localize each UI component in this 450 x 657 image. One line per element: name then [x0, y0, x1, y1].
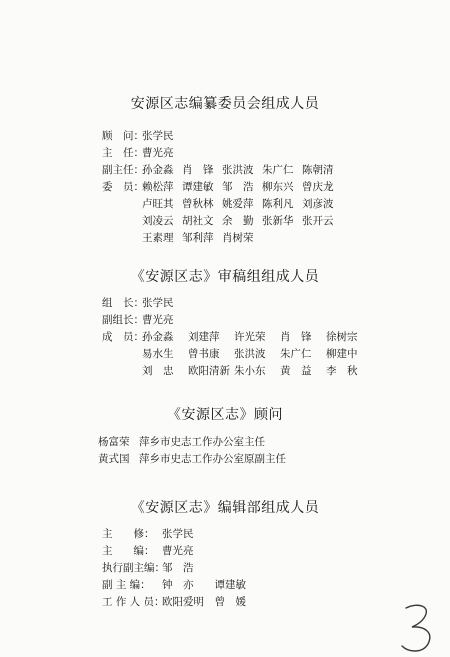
adviser-item-name: 黄式国	[98, 453, 130, 465]
name: 朱广仁	[262, 164, 294, 176]
members-row-2	[142, 196, 342, 211]
adviser-label: 顾 问：	[102, 130, 144, 142]
name: 王素理	[142, 232, 174, 244]
name: 朱广仁	[280, 348, 312, 360]
editorial-label: 工 作 人 员：	[102, 596, 165, 608]
section-title-committee: 安源区志编纂委员会组成人员	[130, 96, 320, 112]
members-row-4	[142, 230, 262, 245]
name: 柳东兴	[262, 181, 294, 193]
editorial-value: 欧阳爱明 曾 媛	[162, 596, 246, 608]
editorial-value: 钟 亦 谭建敏	[162, 579, 246, 591]
name: 谭建敏	[182, 181, 214, 193]
editorial-value: 邹 浩	[162, 562, 194, 574]
vice-director-label: 副主任：	[102, 164, 144, 176]
name: 张洪波	[222, 164, 254, 176]
section-title-editorial: 《安源区志》编辑部组成人员	[130, 500, 320, 516]
name: 朱小东	[234, 365, 266, 377]
review-members-row-2	[142, 346, 372, 361]
handwritten-page-number	[398, 602, 438, 654]
review-members-label: 成 员：	[102, 331, 144, 343]
name: 刘凌云	[142, 215, 174, 227]
name: 肖树荣	[222, 232, 254, 244]
name: 邹利萍	[182, 232, 214, 244]
name: 孙金淼	[142, 164, 174, 176]
editorial-label: 主 修：	[102, 528, 155, 540]
section-title-review-group: 《安源区志》审稿组组成人员	[130, 269, 320, 285]
director-name: 曹光亮	[142, 147, 174, 159]
name: 刘 忠	[142, 365, 174, 377]
section-title-advisers: 《安源区志》顾问	[167, 407, 283, 423]
review-members-row-3	[142, 363, 372, 378]
name: 刘彦波	[302, 198, 334, 210]
name: 肖 锋	[280, 331, 312, 343]
name: 李 秋	[326, 365, 358, 377]
director-label: 主 任：	[102, 147, 144, 159]
name: 张洪波	[234, 348, 266, 360]
name: 许光荣	[234, 331, 266, 343]
editorial-label: 执行副主编：	[102, 562, 165, 574]
vice-director-names	[142, 162, 342, 177]
vice-leader-name: 曹光亮	[142, 314, 174, 326]
editorial-value: 曹光亮	[162, 545, 194, 557]
name: 陈朝清	[302, 164, 334, 176]
adviser-item-name: 杨富荣	[98, 436, 130, 448]
editorial-value: 张学民	[162, 528, 194, 540]
name: 张开云	[302, 215, 334, 227]
name: 陈利凡	[262, 198, 294, 210]
name: 柳建中	[326, 348, 358, 360]
name: 曾书康	[188, 348, 220, 360]
leader-name: 张学民	[142, 297, 174, 309]
name: 欧阳清新	[188, 365, 230, 377]
members-label: 委 员：	[102, 181, 144, 193]
editorial-label: 主 编：	[102, 545, 155, 557]
name: 肖 锋	[182, 164, 214, 176]
adviser-name: 张学民	[142, 130, 174, 142]
name: 曾庆龙	[302, 181, 334, 193]
name: 徐树宗	[326, 331, 358, 343]
editorial-label: 副 主 编：	[102, 579, 151, 591]
name: 曾秋林	[182, 198, 214, 210]
name: 卢旺其	[142, 198, 174, 210]
name: 易水生	[142, 348, 174, 360]
name: 胡社文	[182, 215, 214, 227]
adviser-item-desc: 萍乡市史志工作办公室原副主任	[139, 453, 286, 465]
name: 张新华	[262, 215, 294, 227]
members-row-3	[142, 213, 342, 228]
adviser-item-desc: 萍乡市史志工作办公室主任	[139, 436, 265, 448]
vice-leader-label: 副组长：	[102, 314, 144, 326]
name: 刘建萍	[188, 331, 220, 343]
name: 孙金淼	[142, 331, 174, 343]
name: 姚爱萍	[222, 198, 254, 210]
name: 邹 浩	[222, 181, 254, 193]
name: 余 勤	[222, 215, 254, 227]
name: 赖松萍	[142, 181, 174, 193]
leader-label: 组 长：	[102, 297, 144, 309]
name: 黄 益	[280, 365, 312, 377]
